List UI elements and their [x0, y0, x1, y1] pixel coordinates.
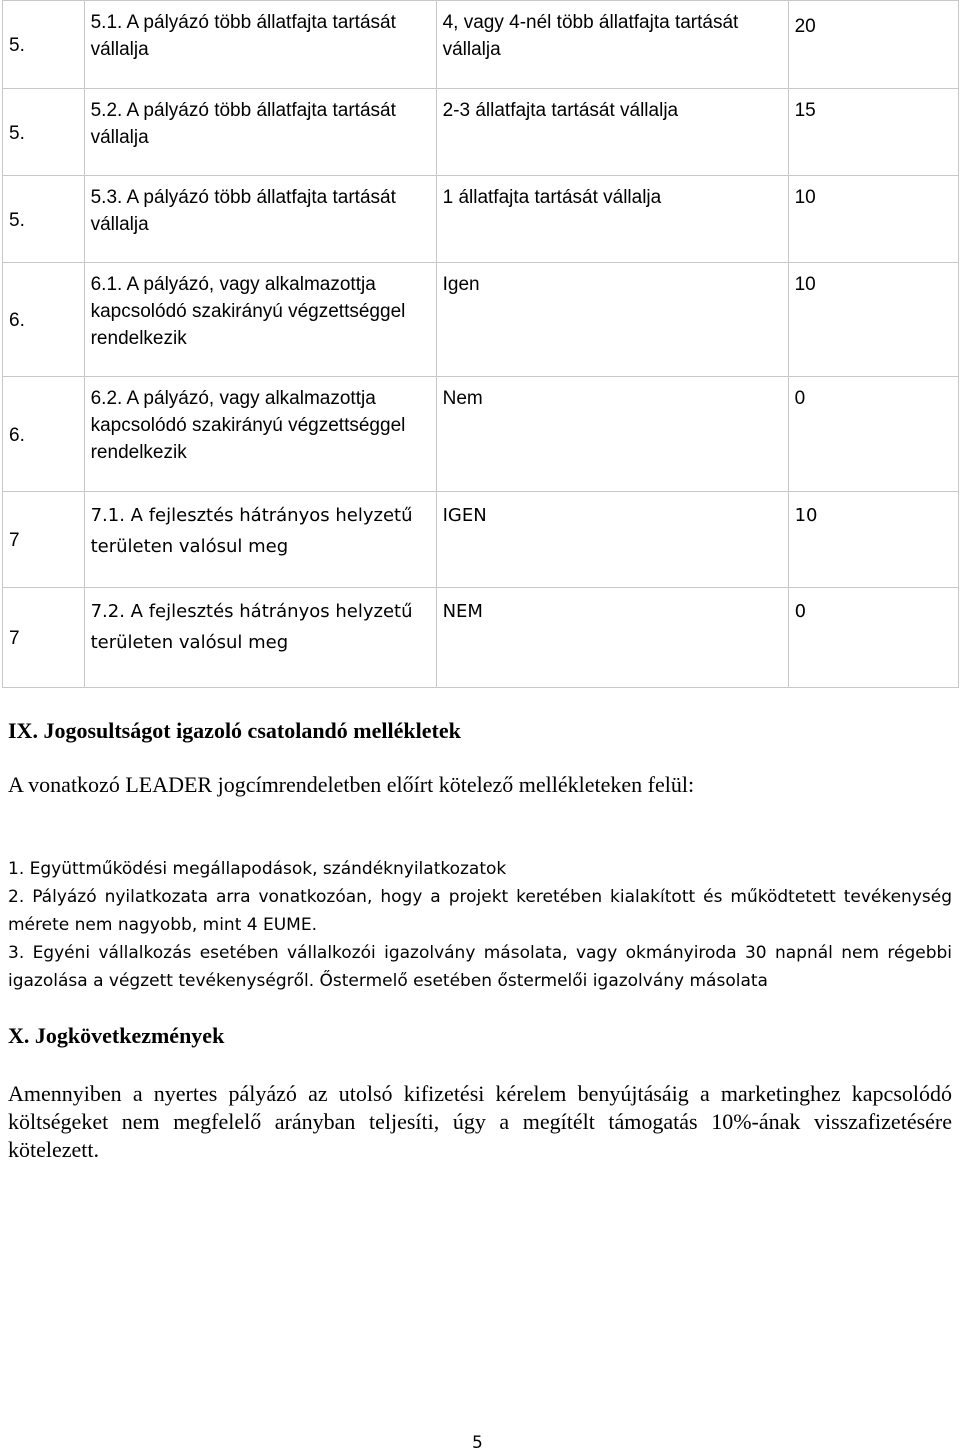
- points-value: 0: [794, 601, 807, 622]
- row-number: 7: [9, 530, 20, 551]
- points-value: 20: [794, 16, 816, 37]
- criterion-text: 6.1. A pályázó, vagy alkalmazottja kapcsolódó szakirányú végzettséggel rendelkezik: [90, 274, 406, 349]
- condition-text: IGEN: [442, 505, 487, 526]
- points-value: 10: [794, 187, 816, 208]
- points-cell: [788, 89, 958, 176]
- criterion-cell: [84, 492, 436, 588]
- row-number-cell: [3, 89, 85, 176]
- row-number: 5.: [9, 35, 25, 56]
- row-number: 7: [9, 628, 20, 649]
- row-number-cell: [3, 588, 85, 688]
- table-row: [3, 377, 959, 492]
- criterion-text: 5.1. A pályázó több állatfajta tartását vállalja: [90, 12, 396, 60]
- criterion-text: 5.2. A pályázó több állatfajta tartását vállalja: [90, 100, 396, 148]
- table-row: [3, 263, 959, 377]
- list-item: 2. Pályázó nyilatkozata arra vonatkozóan, hogy a projekt keretében kialakított és működtetett tevékenység mérete nem nagyobb, mint 4 EUME.: [8, 887, 952, 935]
- condition-cell: [436, 588, 788, 688]
- criterion-text: 6.2. A pályázó, vagy alkalmazottja kapcsolódó szakirányú végzettséggel rendelkezik: [90, 388, 406, 463]
- page-number: 5: [472, 1433, 483, 1453]
- attachment-list: [8, 855, 952, 995]
- table-row: [3, 492, 959, 588]
- points-value: 10: [794, 274, 816, 295]
- condition-cell: [436, 89, 788, 176]
- row-number-cell: [3, 377, 85, 492]
- criterion-cell: [84, 263, 436, 377]
- list-item: 3. Egyéni vállalkozás esetében vállalkozói igazolvány másolata, vagy okmányiroda 30 napnál nem régebbi igazolása a végzett tevékenységről. Őstermelő esetében őstermelői igazolvány másolata: [8, 943, 952, 991]
- condition-text: NEM: [442, 601, 483, 622]
- condition-text: Nem: [442, 388, 483, 409]
- condition-cell: [436, 263, 788, 377]
- section-x-text: Amennyiben a nyertes pályázó az utolsó kifizetési kérelem benyújtásáig a marketinghez kapcsolódó költségeket nem megfelelő arányban teljesíti, úgy a megítélt támogatás 10%-ának visszafizetésére kötelezett.: [8, 1081, 952, 1162]
- criterion-cell: [84, 377, 436, 492]
- row-number: 6.: [9, 424, 25, 446]
- section-ix-title: IX. Jogosultságot igazoló csatolandó mellékletek: [8, 718, 461, 743]
- row-number-cell: [3, 176, 85, 263]
- section-ix-intro: A vonatkozó LEADER jogcímrendeletben előírt kötelező mellékleteken felül:: [8, 772, 695, 797]
- scoring-table: [2, 0, 959, 688]
- condition-cell: [436, 377, 788, 492]
- points-value: 0: [794, 388, 806, 409]
- points-cell: [788, 377, 958, 492]
- row-number-cell: [3, 1, 85, 89]
- points-cell: [788, 1, 958, 89]
- points-value: 10: [794, 505, 818, 526]
- points-cell: [788, 263, 958, 377]
- row-number: 5.: [9, 122, 25, 144]
- criterion-cell: [84, 89, 436, 176]
- criterion-text: 7.1. A fejlesztés hátrányos helyzetű területen valósul meg: [90, 505, 413, 557]
- points-value: 15: [794, 100, 816, 121]
- section-x-title: X. Jogkövetkezmények: [8, 1023, 225, 1048]
- condition-text: 1 állatfajta tartását vállalja: [442, 187, 662, 208]
- row-number: 5.: [9, 209, 25, 231]
- criterion-cell: [84, 176, 436, 263]
- points-cell: [788, 176, 958, 263]
- criterion-cell: [84, 588, 436, 688]
- condition-text: 2-3 állatfajta tartását vállalja: [442, 100, 679, 121]
- table-row: [3, 176, 959, 263]
- row-number-cell: [3, 263, 85, 377]
- table-row: [3, 588, 959, 688]
- row-number: 6.: [9, 310, 25, 331]
- condition-cell: [436, 492, 788, 588]
- criterion-cell: [84, 1, 436, 89]
- table-row: [3, 1, 959, 89]
- row-number-cell: [3, 492, 85, 588]
- condition-text: Igen: [442, 274, 480, 295]
- condition-text: 4, vagy 4-nél több állatfajta tartását vállalja: [442, 12, 739, 60]
- table-row: [3, 89, 959, 176]
- points-cell: [788, 492, 958, 588]
- list-item: 1. Együttműködési megállapodások, szándéknyilatkozatok: [8, 859, 507, 879]
- condition-cell: [436, 1, 788, 89]
- criterion-text: 5.3. A pályázó több állatfajta tartását vállalja: [90, 187, 396, 235]
- condition-cell: [436, 176, 788, 263]
- points-cell: [788, 588, 958, 688]
- criterion-text: 7.2. A fejlesztés hátrányos helyzetű területen valósul meg: [90, 601, 413, 653]
